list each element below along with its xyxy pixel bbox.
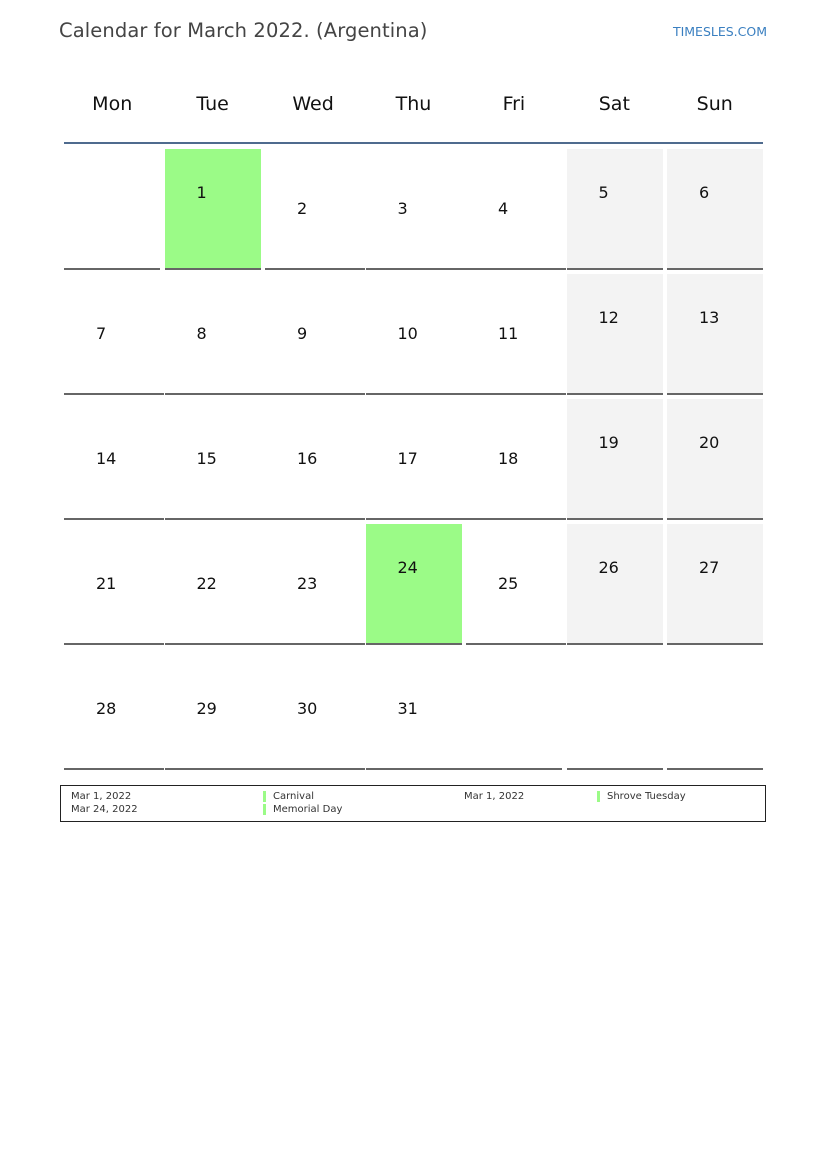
day-cell-27[interactable] <box>667 524 763 645</box>
day-number: 10 <box>397 324 418 343</box>
header-divider <box>64 142 763 144</box>
day-number: 18 <box>498 449 519 468</box>
day-cell-29[interactable] <box>165 649 265 770</box>
day-cell-31[interactable] <box>366 649 466 770</box>
day-number: 13 <box>699 308 720 327</box>
day-number: 23 <box>297 574 318 593</box>
day-cell-13[interactable] <box>667 274 763 395</box>
day-cell-17[interactable] <box>366 399 466 520</box>
day-number: 25 <box>498 574 519 593</box>
day-cell-12[interactable] <box>567 274 663 395</box>
day-number: 19 <box>598 433 619 452</box>
day-cell-11[interactable] <box>466 274 566 395</box>
legend-holiday-name: Carnival <box>263 791 314 802</box>
day-number: 27 <box>699 558 720 577</box>
day-number: 5 <box>598 183 609 202</box>
day-cell-22[interactable] <box>165 524 265 645</box>
weekday-tue: Tue <box>196 93 229 115</box>
day-cell-26[interactable] <box>567 524 663 645</box>
day-cell-18[interactable] <box>466 399 566 520</box>
day-cell-20[interactable] <box>667 399 763 520</box>
weekday-thu: Thu <box>395 93 432 115</box>
day-number: 28 <box>96 699 117 718</box>
day-number: 2 <box>297 199 308 218</box>
page-title: Calendar for March 2022. (Argentina) <box>59 19 428 42</box>
day-number: 8 <box>196 324 207 343</box>
weekday-mon: Mon <box>92 93 133 115</box>
day-cell-28[interactable] <box>64 649 164 770</box>
day-number: 3 <box>397 199 408 218</box>
day-number: 31 <box>397 699 418 718</box>
day-cell-16[interactable] <box>265 399 365 520</box>
day-number: 7 <box>96 324 107 343</box>
day-cell-25[interactable] <box>466 524 566 645</box>
legend-date: Mar 1, 2022 <box>464 791 525 802</box>
day-number: 14 <box>96 449 117 468</box>
day-number: 30 <box>297 699 318 718</box>
day-cell-3[interactable] <box>366 149 466 270</box>
weekday-sun: Sun <box>696 93 733 115</box>
day-cell-14[interactable] <box>64 399 164 520</box>
day-cell-6[interactable] <box>667 149 763 270</box>
day-number: 12 <box>598 308 619 327</box>
legend-holiday-name: Memorial Day <box>263 804 342 815</box>
day-cell-5[interactable] <box>567 149 663 270</box>
day-cell-empty <box>64 149 160 270</box>
day-cell-21[interactable] <box>64 524 164 645</box>
day-number: 17 <box>397 449 418 468</box>
day-number: 11 <box>498 324 519 343</box>
day-cell-24[interactable] <box>366 524 462 645</box>
day-cell-empty <box>466 649 562 770</box>
day-number: 4 <box>498 199 509 218</box>
legend-date: Mar 24, 2022 <box>71 804 138 815</box>
day-cell-15[interactable] <box>165 399 265 520</box>
day-cell-7[interactable] <box>64 274 164 395</box>
day-number: 15 <box>196 449 217 468</box>
day-number: 1 <box>196 183 207 202</box>
day-cell-empty <box>567 649 663 770</box>
day-number: 22 <box>196 574 217 593</box>
day-cell-2[interactable] <box>265 149 365 270</box>
day-cell-19[interactable] <box>567 399 663 520</box>
day-number: 26 <box>598 558 619 577</box>
legend-date: Mar 1, 2022 <box>71 791 132 802</box>
day-cell-empty <box>667 649 763 770</box>
weekday-wed: Wed <box>292 93 334 115</box>
holiday-legend <box>60 785 766 822</box>
calendar-grid <box>64 149 763 770</box>
day-cell-10[interactable] <box>366 274 466 395</box>
day-number: 29 <box>196 699 217 718</box>
day-cell-30[interactable] <box>265 649 365 770</box>
day-number: 21 <box>96 574 117 593</box>
day-number: 6 <box>699 183 710 202</box>
weekday-sat: Sat <box>598 93 630 115</box>
day-number: 9 <box>297 324 308 343</box>
day-cell-9[interactable] <box>265 274 365 395</box>
day-cell-1[interactable] <box>165 149 261 270</box>
day-number: 24 <box>397 558 418 577</box>
day-cell-8[interactable] <box>165 274 265 395</box>
site-link[interactable]: TIMESLES.COM <box>672 24 767 39</box>
legend-holiday-name: Shrove Tuesday <box>597 791 686 802</box>
day-number: 16 <box>297 449 318 468</box>
day-cell-4[interactable] <box>466 149 566 270</box>
weekday-header-row <box>62 78 765 130</box>
weekday-fri: Fri <box>502 93 526 115</box>
day-cell-23[interactable] <box>265 524 365 645</box>
day-number: 20 <box>699 433 720 452</box>
